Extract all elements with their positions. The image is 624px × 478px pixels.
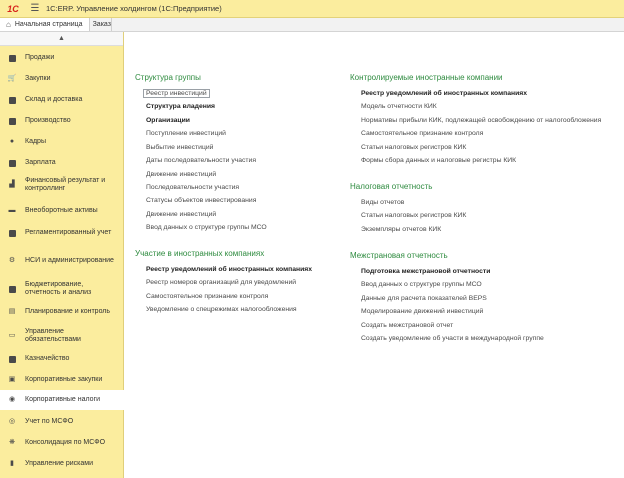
sidebar-item-label: Планирование и контроль [25,307,111,315]
document-icon [8,229,16,237]
sidebar-item-sales[interactable] [0,51,124,65]
bag-icon [8,54,16,62]
sidebar-item-label: НСИ и администрирование [25,256,114,264]
sidebar-item-production[interactable] [0,114,124,128]
link-investment-receipt[interactable]: Поступление инвестиций [146,130,226,137]
menu-icon[interactable]: ☰ [30,3,40,14]
sidebar-item-label: Кадры [25,137,46,145]
section-title-cfc: Контролируемые иностранные компании [350,73,503,82]
link-investment-movement[interactable]: Движение инвестиций [146,171,217,178]
link-report-types[interactable]: Виды отчетов [361,199,405,206]
section-title-structure: Структура группы [135,73,201,82]
sidebar-item-ifrs[interactable] [0,415,124,429]
sidebar-item-warehouse[interactable] [0,93,124,107]
sidebar-item-label: Корпоративные закупки [25,375,103,383]
section-title-country-reporting: Межстрановая отчетность [350,251,448,260]
link-participation-sequence-dates[interactable]: Даты последовательности участия [146,157,257,164]
link-organization-numbers-registry[interactable]: Реестр номеров организаций для уведомлений [146,279,297,286]
home-icon: ⌂ [6,20,11,29]
budget-icon [8,285,16,293]
tab-home-label: Начальная страница [14,21,83,28]
link-self-recognition-control[interactable]: Самостоятельное признание контроля [146,293,269,300]
sidebar-item-label: Консолидация по МСФО [25,438,106,446]
sidebar-item-regulated-accounting[interactable] [0,223,124,243]
sidebar-item-corporate-taxes[interactable] [0,390,124,410]
sidebar-item-label: Продажи [25,53,55,61]
link-mso-structure-input-2[interactable]: Ввод данных о структуре группы МСО [361,281,482,288]
sidebar-item-label: Учет по МСФО [25,417,74,425]
sidebar [0,32,124,478]
link-cfc-reporting-model[interactable]: Модель отчетности КИК [361,103,437,110]
link-ownership-structure[interactable]: Структура владения [146,103,216,110]
link-investment-disposal[interactable]: Выбытие инвестиций [146,144,214,151]
gear-icon: ⚙ [8,256,16,264]
link-participation-sequences[interactable]: Последовательности участия [146,184,240,191]
tab-order-label: Заказ [92,21,111,28]
sidebar-item-label: Производство [25,116,71,124]
titlebar [0,0,624,18]
sidebar-item-label: Внеоборотные активы [25,206,98,214]
section-title-tax-reporting: Налоговая отчетность [350,182,433,191]
link-cfc-report-instances[interactable]: Экземпляры отчетов КИК [361,226,442,233]
sidebar-item-label: Регламентированный учет [25,228,112,236]
main-content [124,32,624,478]
treasury-icon [8,355,16,363]
tax-icon: ◉ [8,395,16,403]
tab-order[interactable] [90,18,112,31]
consolidation-icon: ❋ [9,438,15,446]
sidebar-item-financial-result[interactable] [0,175,124,195]
sidebar-item-corporate-purchases[interactable] [0,373,124,387]
sidebar-item-purchases[interactable] [0,72,124,86]
tab-home[interactable] [0,18,90,31]
link-cfc-tax-register-items[interactable]: Статьи налоговых регистров КИК [361,144,467,151]
link-cfc-data-forms[interactable]: Формы сбора данных и налоговые регистры КИК [361,157,517,164]
link-create-country-report[interactable]: Создать межстрановой отчет [361,322,454,329]
sidebar-item-consolidation[interactable] [0,436,124,450]
sidebar-item-treasury[interactable] [0,352,124,366]
link-create-participation-notice[interactable]: Создать уведомление об участи в международной группе [361,335,544,342]
sidebar-item-hr[interactable] [0,135,124,149]
link-cfc-self-recognition[interactable]: Самостоятельное признание контроля [361,130,484,137]
sidebar-item-planning[interactable] [0,305,124,319]
sidebar-item-label: Управление рисками [25,459,93,467]
sidebar-item-label: Корпоративные налоги [25,395,101,403]
sidebar-item-fixed-assets[interactable] [0,204,124,218]
risk-icon: ▮ [10,459,14,467]
sidebar-item-budgeting[interactable] [0,279,124,299]
link-tax-register-items[interactable]: Статьи налоговых регистров КИК [361,212,467,219]
link-mso-structure-input[interactable]: Ввод данных о структуре группы МСО [146,224,267,231]
warehouse-icon [8,96,16,104]
link-cfc-notifications-registry[interactable]: Реестр уведомлений об иностранных компаниях [361,90,528,97]
obligations-icon: ▭ [8,331,16,339]
link-investment-movement-2[interactable]: Движение инвестиций [146,211,217,218]
tabs-bar [0,18,624,32]
link-investment-registry[interactable]: Реестр инвестиций [143,89,210,98]
link-organizations[interactable]: Организации [146,117,190,124]
car-icon: ▬ [8,206,16,214]
wallet-icon [8,159,16,167]
link-investment-movement-modeling[interactable]: Моделирование движений инвестиций [361,308,484,315]
link-foreign-notifications-registry[interactable]: Реестр уведомлений об иностранных компаниях [146,266,313,273]
sidebar-item-label: Зарплата [25,158,56,166]
ifrs-icon: ◎ [8,417,16,425]
link-special-tax-regimes-notice[interactable]: Уведомление о спецрежимах налогообложения [146,306,297,313]
app-logo: 1С [7,3,19,14]
bar-chart-icon: ▟ [9,180,15,188]
sidebar-item-nsi-admin[interactable] [0,251,124,271]
link-prepare-country-reporting[interactable]: Подготовка межстрановой отчетности [361,268,491,275]
cart-icon: 🛒 [7,74,17,82]
sidebar-item-label: Склад и доставка [25,95,83,103]
sidebar-item-obligations[interactable] [0,326,124,346]
sidebar-item-label: Казначейство [25,354,70,362]
sidebar-item-label: Управление обязательствами [25,327,81,343]
link-investment-object-statuses[interactable]: Статусы объектов инвестирования [146,197,257,204]
sidebar-item-label: Бюджетирование, отчетность и анализ [25,280,92,296]
sidebar-item-risk[interactable] [0,457,124,471]
person-icon: ● [9,137,15,145]
app-title: 1С:ERP. Управление холдингом (1С:Предприятие) [46,4,222,13]
sidebar-item-salary[interactable] [0,156,124,170]
sidebar-scroll-up-button[interactable]: ▲ [0,32,123,46]
link-beps-data[interactable]: Данные для расчета показателей BEPS [361,295,487,302]
gift-icon: ▣ [8,375,16,383]
sidebar-item-label: Финансовый результат и контроллинг [25,176,106,192]
link-cfc-profit-norms[interactable]: Нормативы прибыли КИК, подлежащей освобождению от налогообложения [361,117,602,124]
sidebar-item-label: Закупки [25,74,51,82]
section-title-foreign-participation: Участие в иностранных компаниях [135,249,265,258]
planning-icon: ▤ [8,307,16,315]
factory-icon [8,117,16,125]
